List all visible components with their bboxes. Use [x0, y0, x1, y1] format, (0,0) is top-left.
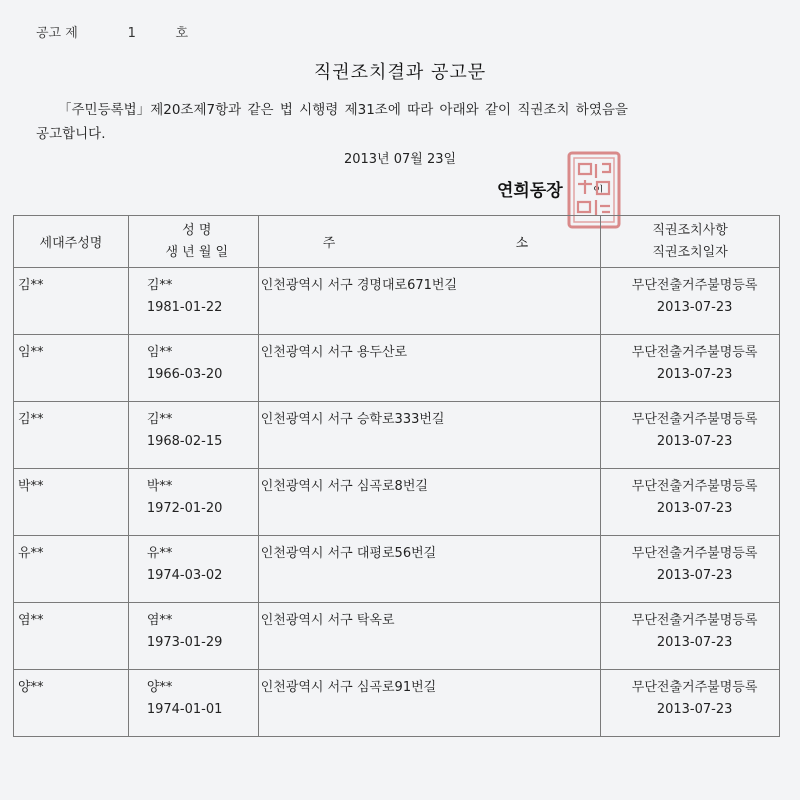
notice-number: [36, 22, 188, 41]
cell-birth: 1973-01-29: [146, 635, 223, 650]
cell-householder: 양**: [14, 670, 129, 737]
table-row: [14, 469, 780, 536]
cell-action-date: 2013-07-23: [656, 434, 733, 449]
cell-person: [128, 670, 258, 737]
table-row: [14, 670, 780, 737]
notice-body-line1: 「주민등록법」제20조제7항과 같은 법 시행령 제31조에 따라 아래와 같이 직권조치 하였음을: [58, 102, 628, 118]
cell-name: 김**: [146, 412, 173, 427]
cell-name: 양**: [146, 680, 173, 695]
table-row: [14, 335, 780, 402]
cell-action-date: 2013-07-23: [656, 702, 733, 717]
cell-householder: 유**: [14, 536, 129, 603]
cell-action: [601, 469, 780, 536]
notice-number-suffix: 호: [175, 26, 189, 41]
cell-action: [601, 402, 780, 469]
cell-householder: 박**: [14, 469, 129, 536]
cell-address: 인천광역시 서구 경명대로671번길: [258, 268, 600, 335]
cell-person: [128, 335, 258, 402]
cell-name: 임**: [146, 345, 173, 360]
notice-date: 2013년 07월 23일: [343, 152, 457, 167]
seal-mark: 인: [593, 184, 604, 197]
cell-birth: 1981-01-22: [146, 300, 223, 315]
header-action-date: 직권조치일자: [652, 244, 728, 260]
cell-address: 인천광역시 서구 승학로333번길: [258, 402, 600, 469]
cell-name: 김**: [146, 278, 173, 293]
cell-householder: 임**: [14, 335, 129, 402]
header-birth: 생 년 월 일: [165, 244, 229, 260]
header-name: 성 명: [182, 222, 212, 238]
cell-person: [128, 536, 258, 603]
cell-action: [601, 536, 780, 603]
records-table: [13, 215, 780, 737]
cell-action-type: 무단전출거주불명등록: [631, 412, 758, 427]
cell-householder: 김**: [14, 402, 129, 469]
header-householder: 세대주성명: [14, 216, 129, 268]
header-address-b: 소: [515, 236, 529, 251]
table-row: [14, 402, 780, 469]
header-action-type: 직권조치사항: [652, 222, 728, 238]
cell-address: 인천광역시 서구 탁옥로: [258, 603, 600, 670]
header-address-a: 주: [322, 236, 336, 251]
cell-householder: 김**: [14, 268, 129, 335]
cell-action: [601, 603, 780, 670]
cell-birth: 1974-01-01: [146, 702, 223, 717]
cell-name: 박**: [146, 479, 173, 494]
cell-action-type: 무단전출거주불명등록: [631, 613, 758, 628]
cell-birth: 1966-03-20: [146, 367, 223, 382]
cell-person: [128, 268, 258, 335]
notice-body: [36, 98, 766, 146]
cell-action-type: 무단전출거주불명등록: [631, 345, 758, 360]
cell-action: [601, 670, 780, 737]
document-title: 직권조치결과 공고문: [313, 62, 487, 83]
cell-name: 염**: [146, 613, 173, 628]
cell-birth: 1974-03-02: [146, 568, 223, 583]
header-address: [258, 216, 600, 268]
cell-person: [128, 603, 258, 670]
cell-address: 인천광역시 서구 심곡로91번길: [258, 670, 600, 737]
cell-action-date: 2013-07-23: [656, 501, 733, 516]
notice-number-value: 1: [127, 26, 136, 41]
cell-name: 유**: [146, 546, 173, 561]
notice-body-line2: 공고합니다.: [36, 126, 106, 142]
cell-action: [601, 335, 780, 402]
cell-action-type: 무단전출거주불명등록: [631, 680, 758, 695]
cell-action-date: 2013-07-23: [656, 367, 733, 382]
cell-action-date: 2013-07-23: [656, 300, 733, 315]
cell-birth: 1968-02-15: [146, 434, 223, 449]
cell-action-type: 무단전출거주불명등록: [631, 479, 758, 494]
table-row: [14, 268, 780, 335]
signer-title: 연희동장: [497, 181, 563, 201]
cell-action-date: 2013-07-23: [656, 635, 733, 650]
cell-householder: 염**: [14, 603, 129, 670]
header-action: [601, 216, 780, 268]
table-header-row: [14, 216, 780, 268]
table-row: [14, 536, 780, 603]
cell-birth: 1972-01-20: [146, 501, 223, 516]
notice-number-prefix: 공고 제: [36, 26, 78, 41]
cell-address: 인천광역시 서구 심곡로8번길: [258, 469, 600, 536]
cell-person: [128, 402, 258, 469]
cell-action-type: 무단전출거주불명등록: [631, 278, 758, 293]
cell-action-date: 2013-07-23: [656, 568, 733, 583]
table-row: [14, 603, 780, 670]
cell-person: [128, 469, 258, 536]
cell-address: 인천광역시 서구 대평로56번길: [258, 536, 600, 603]
header-name-birth: [128, 216, 258, 268]
cell-action-type: 무단전출거주불명등록: [631, 546, 758, 561]
cell-address: 인천광역시 서구 용두산로: [258, 335, 600, 402]
cell-action: [601, 268, 780, 335]
